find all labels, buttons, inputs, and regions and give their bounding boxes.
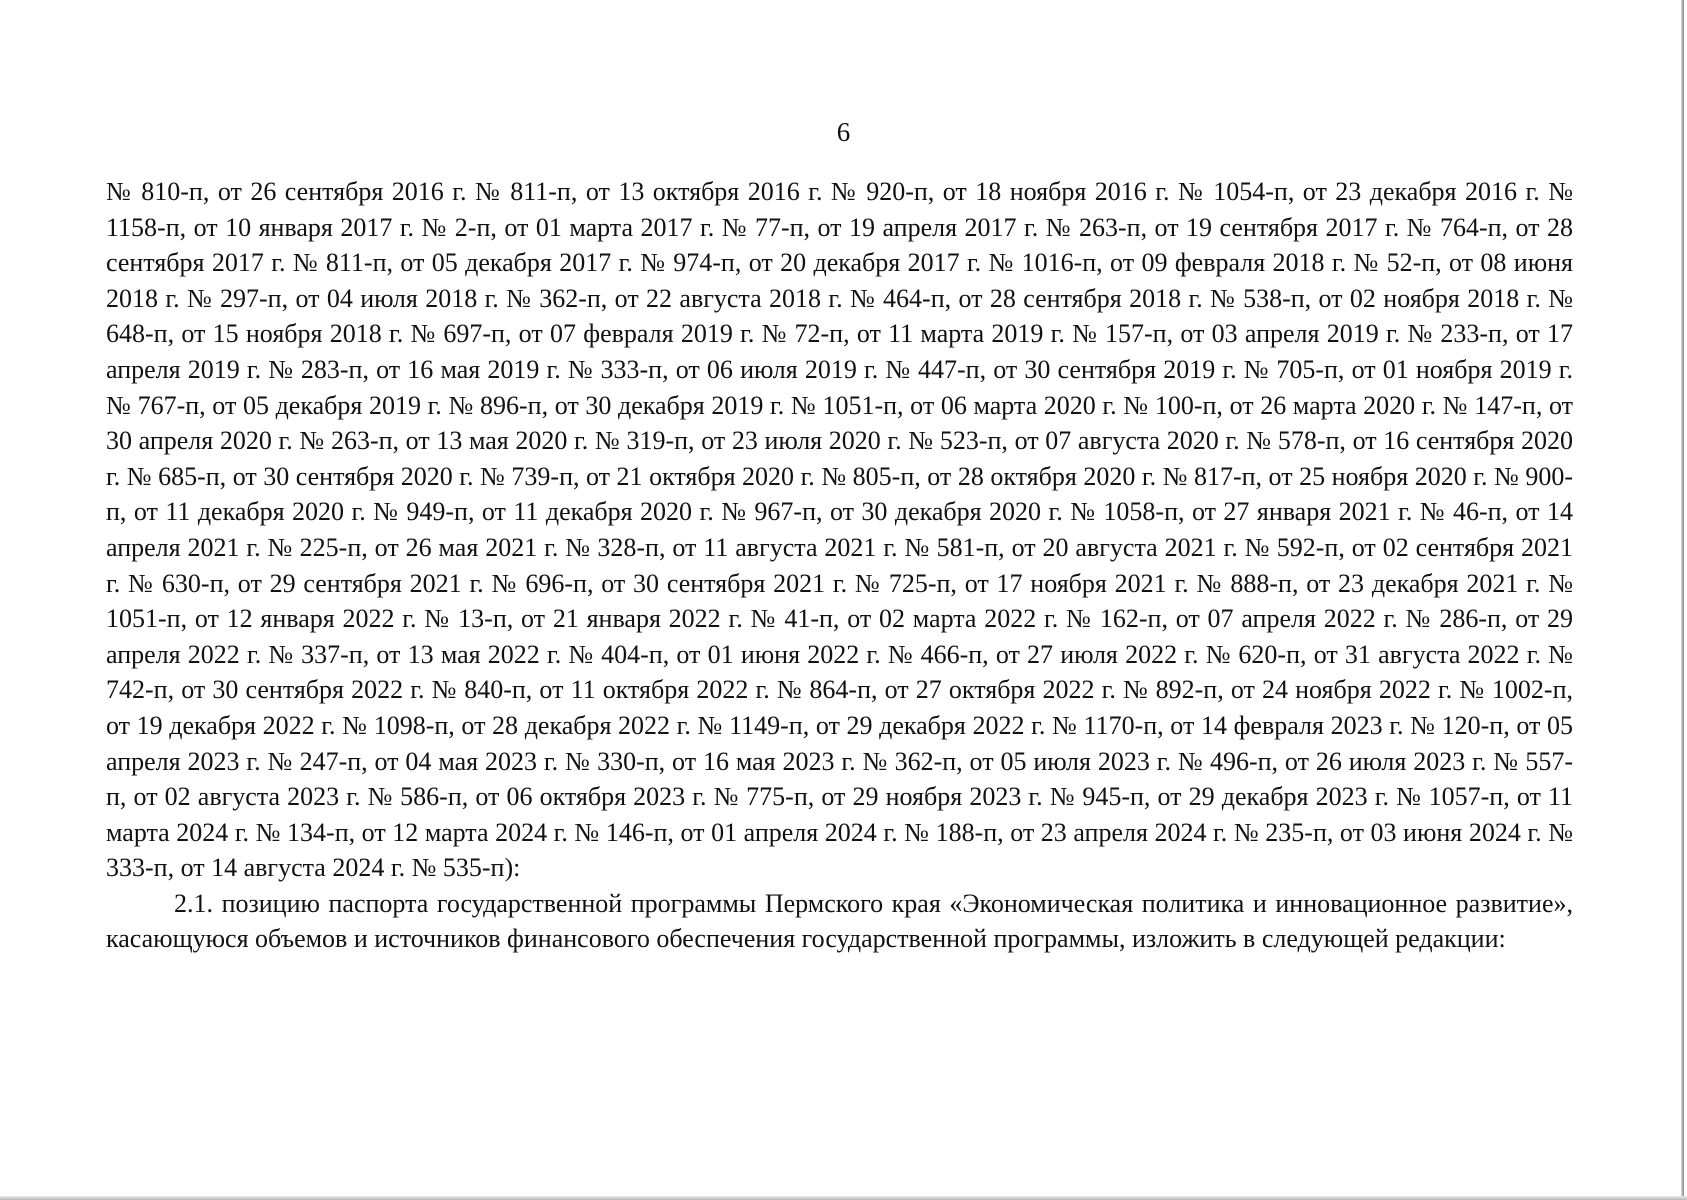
scan-edge-right bbox=[1681, 0, 1684, 1200]
paragraph-item-2-1: 2.1. позицию паспорта государственной программы Пермского края «Экономическая политика и инновационное развитие», касающуюся объемов и источников финансового обеспечения государственной программы, изложить в следующей редакции: bbox=[106, 888, 1573, 954]
page-number: 6 bbox=[836, 117, 851, 147]
body-text bbox=[106, 174, 1573, 957]
scan-edge-bottom bbox=[0, 1196, 1687, 1200]
paragraph-decree-list: № 810-п, от 26 сентября 2016 г. № 811-п, от 13 октября 2016 г. № 920-п, от 18 ноября 2016 г. № 1054-п, от 23 декабря 2016 г. № 1158-п, от 10 января 2017 г. № 2-п, от 01 марта 2017 г. № 77-п, от 19 апреля 2017 г. № 263-п, от 19 сентября 2017 г. № 764-п, от 28 сентября 2017 г. № 811-п, от 05 декабря 2017 г. № 974-п, от 20 декабря 2017 г. № 1016-п, от 09 февраля 2018 г. № 52-п, от 08 июня 2018 г. № 297-п, от 04 июля 2018 г. № 362-п, от 22 августа 2018 г. № 464-п, от 28 сентября 2018 г. № 538-п, от 02 ноября 2018 г. № 648-п, от 15 ноября 2018 г. № 697-п, от 07 февраля 2019 г. № 72-п, от 11 марта 2019 г. № 157-п, от 03 апреля 2019 г. № 233-п, от 17 апреля 2019 г. № 283-п, от 16 мая 2019 г. № 333-п, от 06 июля 2019 г. № 447-п, от 30 сентября 2019 г. № 705-п, от 01 ноября 2019 г. № 767-п, от 05 декабря 2019 г. № 896-п, от 30 декабря 2019 г. № 1051-п, от 06 марта 2020 г. № 100-п, от 26 марта 2020 г. № 147-п, от 30 апреля 2020 г. № 263-п, от 13 мая 2020 г. № 319-п, от 23 июля 2020 г. № 523-п, от 07 августа 2020 г. № 578-п, от 16 сентября 2020 г. № 685-п, от 30 сентября 2020 г. № 739-п, от 21 октября 2020 г. № 805-п, от 28 октября 2020 г. № 817-п, от 25 ноября 2020 г. № 900-п, от 11 декабря 2020 г. № 949-п, от 11 декабря 2020 г. № 967-п, от 30 декабря 2020 г. № 1058-п, от 27 января 2021 г. № 46-п, от 14 апреля 2021 г. № 225-п, от 26 мая 2021 г. № 328-п, от 11 августа 2021 г. № 581-п, от 20 августа 2021 г. № 592-п, от 02 сентября 2021 г. № 630-п, от 29 сентября 2021 г. № 696-п, от 30 сентября 2021 г. № 725-п, от 17 ноября 2021 г. № 888-п, от 23 декабря 2021 г. № 1051-п, от 12 января 2022 г. № 13-п, от 21 января 2022 г. № 41-п, от 02 марта 2022 г. № 162-п, от 07 апреля 2022 г. № 286-п, от 29 апреля 2022 г. № 337-п, от 13 мая 2022 г. № 404-п, от 01 июня 2022 г. № 466-п, от 27 июля 2022 г. № 620-п, от 31 августа 2022 г. № 742-п, от 30 сентября 2022 г. № 840-п, от 11 октября 2022 г. № 864-п, от 27 октября 2022 г. № 892-п, от 24 ноября 2022 г. № 1002-п, от 19 декабря 2022 г. № 1098-п, от 28 декабря 2022 г. № 1149-п, от 29 декабря 2022 г. № 1170-п, от 14 февраля 2023 г. № 120-п, от 05 апреля 2023 г. № 247-п, от 04 мая 2023 г. № 330-п, от 16 мая 2023 г. № 362-п, от 05 июля 2023 г. № 496-п, от 26 июля 2023 г. № 557-п, от 02 августа 2023 г. № 586-п, от 06 октября 2023 г. № 775-п, от 29 ноября 2023 г. № 945-п, от 29 декабря 2023 г. № 1057-п, от 11 марта 2024 г. № 134-п, от 12 марта 2024 г. № 146-п, от 01 апреля 2024 г. № 188-п, от 23 апреля 2024 г. № 235-п, от 03 июня 2024 г. № 333-п, от 14 августа 2024 г. № 535-п): bbox=[106, 177, 1573, 883]
